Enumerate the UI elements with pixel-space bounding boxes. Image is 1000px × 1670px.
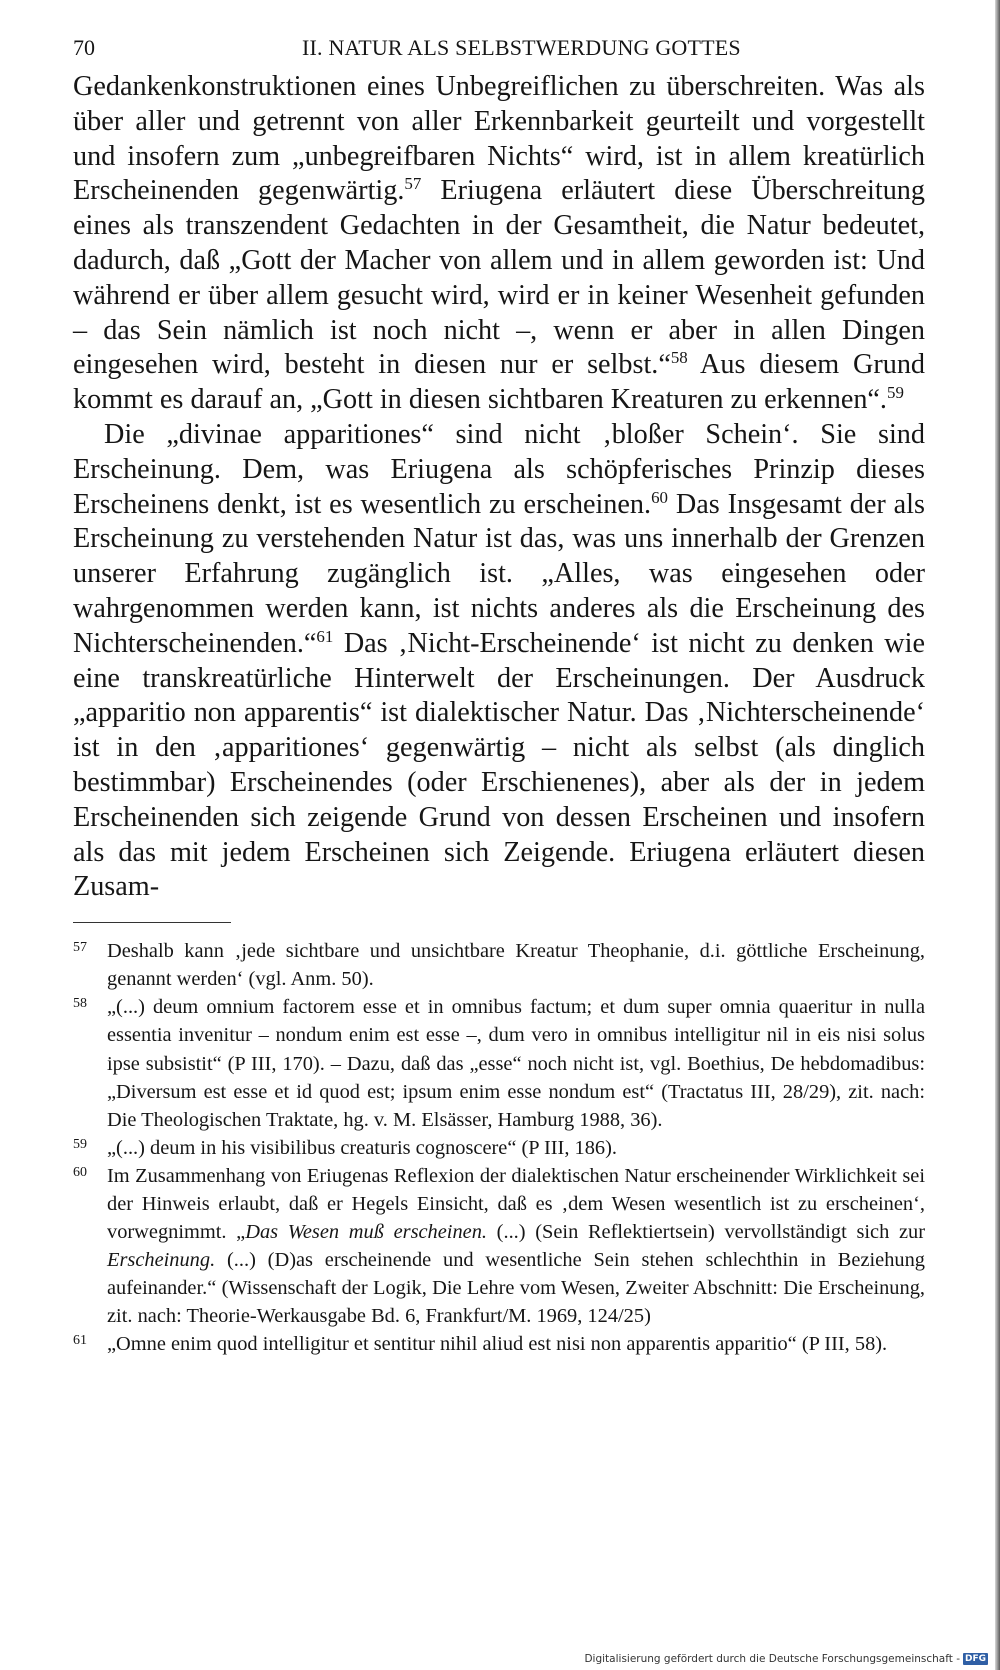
- footnote-number: 61: [73, 1333, 87, 1349]
- text-run: (...) (D)as erscheinende und wesentliche Sein stehen schlechthin in Beziehung aufeinander.“ (Wissenschaft der Logik, Die Lehre vom Wesen, Zweiter Abschnitt: Die Erscheinung, zit. nach: Theorie-Werkausgabe Bd. 6, Frankfurt/M. 1969, 124/25): [107, 1249, 925, 1328]
- text-run: Aus diesem Grund kommt es darauf an, „Gott in diesen sichtbaren Kreaturen zu erkennen“.: [73, 349, 926, 416]
- digitization-credit: [584, 1653, 988, 1665]
- footnote-text: [107, 1162, 925, 1331]
- text-run: Die „divinae apparitiones“ sind nicht ‚bloßer Schein‘. Sie sind Erscheinung. Dem, was Eriugena als schöpferisches Prinzip dieses Erscheinens denkt, ist es wesentlich zu erscheinen.: [73, 418, 925, 520]
- footnote-ref-58[interactable]: 58: [670, 348, 688, 368]
- footnote-text: „(...) deum omnium factorem esse et in omnibus factum; et dum super omnia quaeritur in nulla essentia invenitur – nondum enim est esse –, dum vero in omnibus intelligitur nil in eis nisi solus ipse subsistit“ (P III, 170). – Dazu, daß das „esse“ noch nicht ist, vgl. Boethius, De hebdomadibus: „Diversum est esse et id quod est; ipsum enim esse nondum est“ (Tractatus III, 28/29), zit. nach: Die Theologischen Traktate, hg. v. M. Elsässer, Hamburg 1988, 36).: [107, 996, 925, 1131]
- footnote-text: Deshalb kann ‚jede sichtbare und unsichtbare Kreatur Theophanie, d.i. göttliche Erscheinung, genannt werden‘ (vgl. Anm. 50).: [107, 940, 925, 991]
- footnote-ref-60[interactable]: 60: [651, 487, 668, 507]
- footnote-60: [73, 1162, 925, 1331]
- footnote-57: [73, 937, 925, 993]
- footnote-number: 60: [73, 1164, 87, 1180]
- footnote-ref-57[interactable]: 57: [404, 174, 422, 194]
- footnote-ref-59[interactable]: 59: [886, 383, 904, 403]
- footnote-text: „Omne enim quod intelligitur et sentitur nihil aliud est nisi non apparentis apparitio“ (P III, 58).: [107, 1333, 888, 1356]
- footnote-61: [73, 1330, 925, 1358]
- footnote-separator: [73, 922, 231, 923]
- footnote-59: [73, 1134, 925, 1162]
- italic-run: Das Wesen muß erscheinen.: [245, 1221, 487, 1244]
- page-number: 70: [73, 35, 95, 60]
- italic-run: Erscheinung.: [107, 1249, 216, 1272]
- text-run: Im Zusammenhang von Eriugenas Reflexion der dialektischen Natur erscheinender Wirklichkeit sei der Hinweis erlaubt, daß er Hegels Einsicht, daß es ‚dem Wesen wesentlich ist zu erscheinen‘, vorwegnimmt. „: [107, 1164, 925, 1244]
- running-title: II. NATUR ALS SELBSTWERDUNG GOTTES: [302, 35, 741, 60]
- paragraph-1: [73, 70, 925, 418]
- dfg-logo: DFG: [964, 1654, 986, 1664]
- credit-text: Digitalisierung gefördert durch die Deutsche Forschungsgemeinschaft -: [584, 1653, 960, 1665]
- footnote-number: 58: [73, 996, 87, 1012]
- text-run: Eriugena erläutert diese Überschreitung eines als transzendent Gedachten in der Gesamtheit, die Natur bedeutet, dadurch, daß „Gott der Macher von allem und in allem geworden ist: Und während er über allem gesucht wird, wird er in keiner Wesenheit gefunden – das Sein nämlich ist noch nicht –, wenn er aber in allen Dingen eingesehen wird, besteht in diesen nur er selbst.“: [73, 175, 925, 381]
- page-edge-shadow: [995, 0, 1000, 1670]
- main-text: [73, 70, 925, 905]
- running-header: [73, 30, 925, 70]
- footnote-number: 59: [73, 1136, 87, 1152]
- footnotes: [73, 937, 925, 1358]
- text-run: Das Insgesamt der als Erscheinung zu verstehenden Natur ist das, was uns innerhalb der Grenzen unserer Erfahrung zugänglich ist. „Alles, was eingesehen oder wahrgenommen werden kann, ist nichts anderes als die Erscheinung des Nichterscheinenden.“: [73, 488, 925, 659]
- text-run: (...) (Sein Reflektiertsein) vervollständigt sich zur: [487, 1221, 925, 1244]
- footnote-number: 57: [73, 940, 87, 956]
- footnote-58: [73, 993, 925, 1133]
- paragraph-2: [73, 418, 925, 905]
- footnote-text: „(...) deum in his visibilibus creaturis cognoscere“ (P III, 186).: [107, 1136, 618, 1159]
- text-run: Das ‚Nicht-Erscheinende‘ ist nicht zu denken wie eine transkreatürliche Hinterwelt der Erscheinungen. Der Ausdruck „apparitio non apparentis“ ist dialektischer Natur. Das ‚Nichterscheinende‘ ist in den ‚apparitiones‘ gegenwärtig – nicht als selbst (als dinglich bestimmbar) Erscheinendes (oder Erschienenes), aber als der in jedem Erscheinenden sich zeigende Grund von dessen Erscheinen und insofern als das mit jedem Erscheinen sich Zeigende. Eriugena erläutert diesen Zusam-: [73, 627, 925, 903]
- book-page: [73, 30, 925, 1359]
- text-run: Gedankenkonstruktionen eines Unbegreiflichen zu überschreiten. Was als über aller und getrennt von aller Erkennbarkeit geurteilt und vorgestellt und insofern zum „unbegreifbaren Nichts“ wird, ist in allem kreatürlich Erscheinenden gegenwärtig.: [73, 71, 925, 207]
- footnote-ref-61[interactable]: 61: [316, 626, 334, 646]
